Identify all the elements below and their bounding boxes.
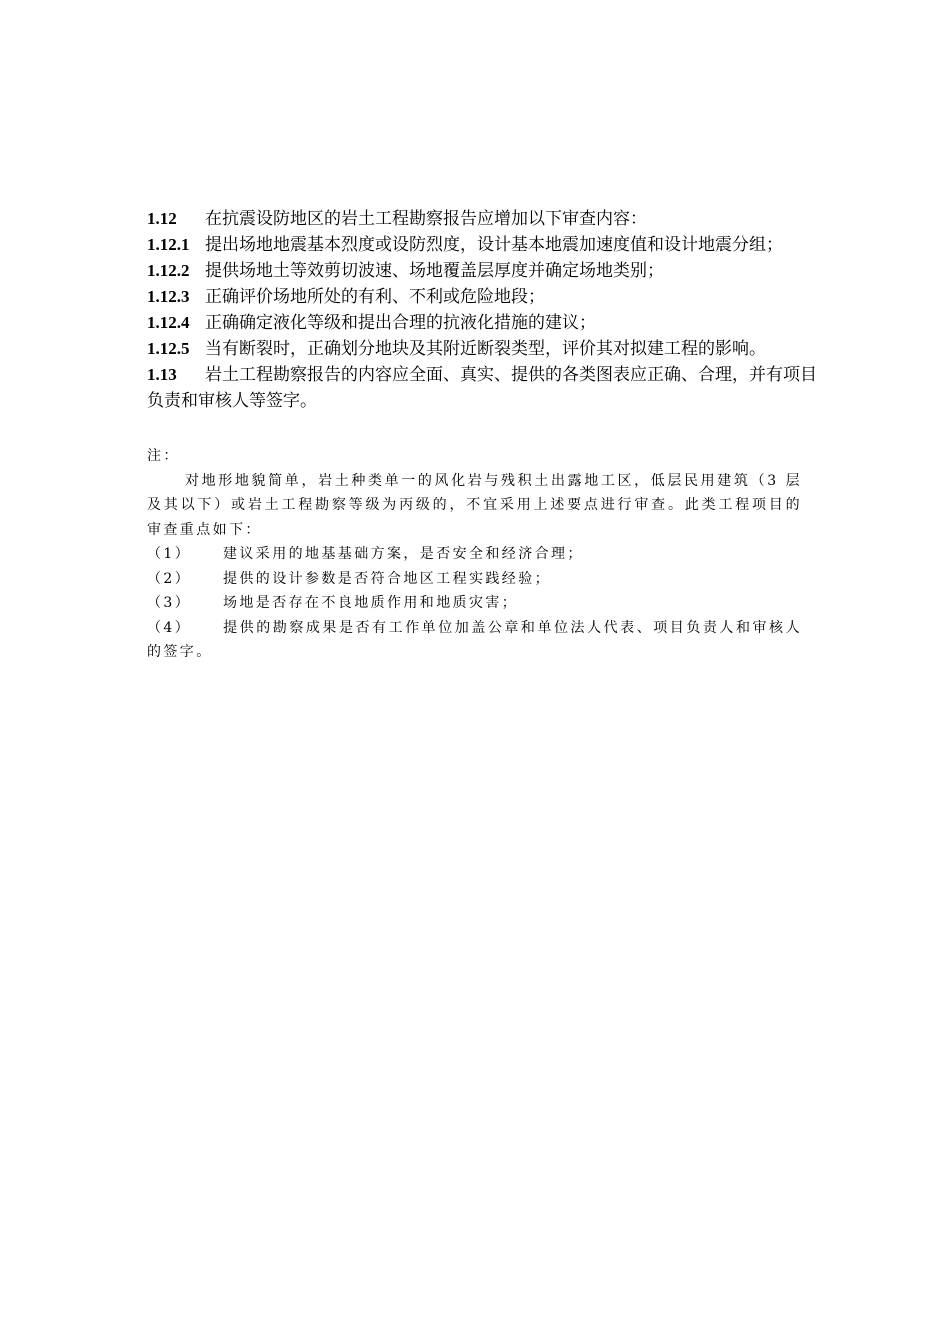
note-block	[147, 444, 802, 665]
note-item	[147, 616, 802, 665]
clause-number: 1.13	[147, 365, 177, 384]
note-item-text: 提供的设计参数是否符合地区工程实践经验；	[223, 570, 551, 587]
clause-1-12	[147, 206, 817, 232]
note-intro: 对地形地貌简单，岩土种类单一的风化岩与残积土出露地工区，低层民用建筑（3 层及其以下）或岩土工程勘察等级为丙级的，不宜采用上述要点进行审查。此类工程项目的审查重点如下：	[147, 472, 802, 538]
clause-number: 1.12.1	[147, 235, 190, 254]
note-item	[147, 591, 802, 616]
clause-text: 正确确定液化等级和提出合理的抗液化措施的建议；	[205, 313, 596, 333]
clause-1-12-1	[147, 232, 817, 258]
clause-1-12-3	[147, 284, 817, 310]
clause-text: 提供场地土等效剪切波速、场地覆盖层厚度并确定场地类别；	[205, 261, 664, 281]
note-label: 注：	[147, 448, 180, 464]
clause-1-12-4	[147, 310, 817, 336]
clause-number: 1.12.2	[147, 261, 190, 280]
clause-text: 在抗震设防地区的岩土工程勘察报告应增加以下审查内容：	[205, 209, 647, 229]
note-item-index: （3）	[147, 595, 192, 611]
clause-number: 1.12.3	[147, 287, 190, 306]
clause-text: 提出场地地震基本烈度或设防烈度，设计基本地震加速度值和设计地震分组；	[205, 235, 783, 255]
clause-text: 岩土工程勘察报告的内容应全面、真实、提供的各类图表应正确、合理，并有项目负责和审核人等签字。	[147, 365, 817, 411]
clause-1-12-5	[147, 336, 817, 362]
clause-number: 1.12.5	[147, 339, 190, 358]
clause-text: 当有断裂时，正确划分地块及其附近断裂类型，评价其对拟建工程的影响。	[205, 339, 766, 359]
note-item-text: 场地是否存在不良地质作用和地质灾害；	[223, 595, 519, 611]
note-item-text: 提供的勘察成果是否有工作单位加盖公章和单位法人代表、项目负责人和审核人的签字。	[147, 619, 802, 660]
note-item-text: 建议采用的地基基础方案，是否安全和经济合理；	[223, 546, 584, 562]
note-item-index: （2）	[147, 570, 192, 587]
clause-number: 1.12	[147, 209, 177, 228]
note-item-index: （1）	[147, 546, 192, 562]
document-page	[147, 206, 817, 665]
note-item	[147, 567, 802, 592]
note-item-index: （4）	[147, 619, 192, 636]
clause-1-12-2	[147, 258, 817, 284]
clause-number: 1.12.4	[147, 313, 190, 332]
clause-text: 正确评价场地所处的有利、不利或危险地段；	[205, 287, 545, 307]
clause-1-13	[147, 362, 817, 414]
note-item	[147, 542, 802, 567]
